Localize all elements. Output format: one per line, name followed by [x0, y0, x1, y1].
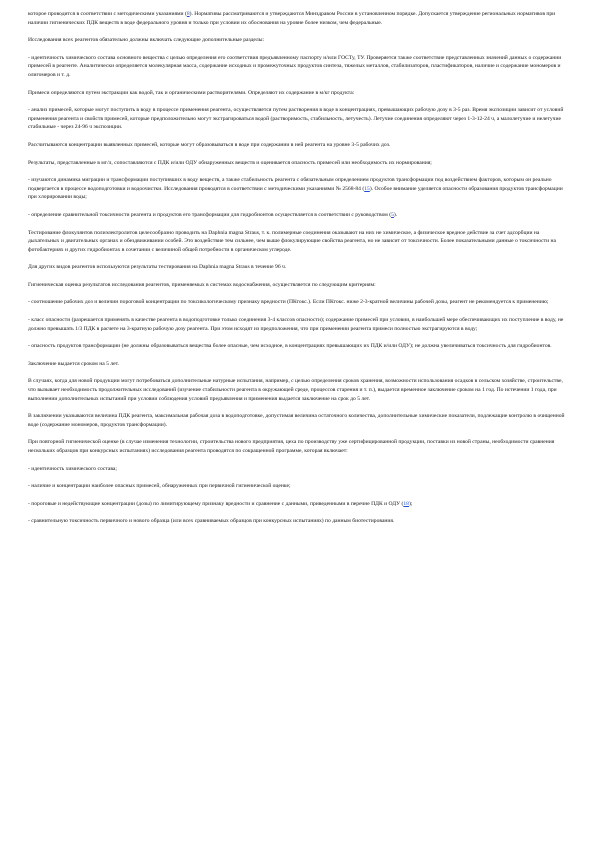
paragraph: [28, 281, 568, 290]
paragraph-text: В случаях, когда для новой продукции могут потребоваться дополнительные натурные испытания, например, с целью определения сроков хранения, возможности использования осадков в сельском хозяйстве, строительстве, что вызывает необходимость продолжительных исследований (изучение стабильности реагента в окружающей среде, процессов старения и т. п.), выдается временное заключение сроком на 1 год. По истечении 1 года, при выполнении дополнительных испытаний при условии соблюдения условий предъявления и применения выдается заключение на срок до 5 лет.: [28, 378, 563, 402]
paragraph-text: В заключении указываются величина ПДК реагента, максимальная рабочая доза в водоподготовке, допустимая величина остаточного количества, дополнительные химические показатели, подлежащие контролю в очищенной воде (содержание мономеров, продуктов трансформации).: [28, 413, 565, 428]
paragraph: [28, 438, 568, 455]
paragraph-text: - идентичность химического состава основного вещества с целью определения его соответствия предъявленному паспорту и/или ГОСТу, ТУ. Проверяется также соответствие представленных значений данных о содержании примесей в реагенте. Аналитически определяется молекулярная масса, содержание исходных и промежуточных продуктов синтеза, тяжелых металлов, стабилизаторов, пластификаторов, наличие и содержание мономеров и олигомеров и т. д.: [28, 54, 562, 78]
paragraph-text: - определение сравнительной токсичности реагента и продуктов его трансформации для гидробионтов осуществляется в соответствии с руководством (: [28, 211, 392, 218]
paragraph-text: Заключение выдается сроком на 5 лет.: [28, 360, 120, 367]
paragraph: [28, 159, 568, 168]
paragraph-text: - наличие и концентрации наиболее опасных примесей, обнаруженных при первичной гигиенической оценке;: [28, 483, 291, 490]
paragraph-text: Рассчитываются концентрации выявленных примесей, которые могут образовываться в воде при содержании в ней реагента на уровне 3-5 рабочих доз.: [28, 141, 391, 148]
paragraph: [28, 54, 568, 80]
paragraph-text: Результаты, представленные в мг/л, сопоставляются с ПДК и/или ОДУ обнаруженных веществ и оценивается опасность примесей или необходимость их нормирования;: [28, 159, 432, 166]
paragraph-text: ). Особое внимание уделяется опасности образования продуктов трансформации при хлорировании воды;: [28, 185, 563, 201]
paragraph-text: При повторной гигиенической оценке (в случае изменения технологии, строительства нового предприятия, цеха по производству уже сертифицированной продукции, поставки из новой страны, необходимости сравнения нескольких образцов при конкурсных испытаниях) исследования реагента проводятся по сокращенной программе, которая включает:: [28, 439, 555, 454]
paragraph-text: - пороговые и недействующие концентрации (дозы) по лимитирующему признаку вредности и сравнение с данными, приведенными в перечне ПДК и ОДУ (: [28, 500, 404, 507]
paragraph-text: - соотношение рабочих доз и величин пороговой концентрации по токсикологическому признаку вредности (ПКтокс.). Если ПКтокс. ниже 2-3-кратной величины рабочей дозы, реагент не рекомендуется к применению;: [28, 299, 549, 306]
paragraph: [28, 500, 568, 509]
paragraph: [28, 482, 568, 491]
paragraph: [28, 316, 568, 333]
paragraph: [28, 176, 568, 202]
paragraph-text: Тестирование флокулянтов полиэлектролитов целесообразно проводить на Daphnia magna Straus, т. к. полимерные соединения оказывают на них не химическое, а физическое вредное действие за счет адсорбции на дыхательных и двигательных органах и обездвиживании особей. Это воздействие тем сильнее, чем выше флокулирующие свойства реагента, но не зависит от токсичности. Более показательными данные о токсичности на фотобактериях и других гидробионтах в сочетании с величиной общей потребности в органическом углероде.: [28, 229, 556, 253]
paragraph: [28, 106, 568, 132]
paragraph: [28, 10, 568, 27]
paragraph-text: ). Нормативы рассматриваются и утверждаются Минздравом России в установленном порядке. Допускается утверждение региональных нормативов при наличии гигиенических ПДК веществ в воде федерального уровня и только при условии их обоснования на уровне более низком, чем федеральные.: [28, 11, 556, 26]
paragraph-text: Примеси определяются путем экстракции как водой, так и органическими растворителями. Определяют их содержание в м/кг продукта:: [28, 89, 355, 96]
paragraph: [28, 517, 568, 526]
paragraph-text: );: [408, 500, 413, 507]
paragraph-text: - анализ примесей, которые могут поступить в воду в процессе применения реагента, осуществляется путем растворения в воде в концентрациях, превышающих рабочую дозу в 3-5 раз. Время экспозиции зависит от условий применения реагента и свойств примесей, которые предположительно могут экстрагироваться водой (растворимость, стабильность, летучесть). Летучие соединения определяют через 1-3-12-24 ч, а малолетучие и нелетучие стабильные - через 24-96 ч экспозиции.: [28, 107, 564, 131]
reference-link[interactable]: 8: [186, 11, 190, 17]
paragraph-text: - сравнительную токсичность первичного и нового образца (или всех сравниваемых образцов при конкурсных испытаниях) по данным биотестирования.: [28, 518, 395, 525]
paragraph: [28, 298, 568, 307]
paragraph: [28, 360, 568, 369]
paragraph-text: которое проводится в соответствии с методическими указаниями (: [28, 11, 187, 17]
paragraph-text: - изучаются динамика миграции и трансформации поступивших в воду веществ, а также стабильность реагента с обязательным определением продуктов трансформации под воздействием факторов, которым он реально подвергается в процессе водоподготовки и водоочистки. Исследования проводятся в соответствии с методическими указаниями № 2568-84 (: [28, 177, 552, 192]
paragraph-text: ).: [393, 211, 398, 218]
paragraph-text: Для других видов реагентов используются результаты тестирования на Daphnia magna Straus в течение 96 ч.: [28, 264, 287, 271]
paragraph: [28, 211, 568, 220]
paragraph: [28, 89, 568, 98]
paragraph-text: - идентичность химического состава;: [28, 465, 117, 472]
paragraph: [28, 263, 568, 272]
paragraph: [28, 377, 568, 403]
paragraph-text: Исследования всех реагентов обязательно должны включать следующие дополнительные разделы:: [28, 37, 265, 44]
paragraph-text: Гигиеническая оценка результатов исследования реагентов, применяемых в системах водоснабжения, осуществляется по следующим критериям:: [28, 281, 376, 288]
paragraph: [28, 412, 568, 429]
reference-link[interactable]: 18: [403, 500, 409, 507]
document-page: [28, 10, 568, 535]
paragraph: [28, 229, 568, 255]
paragraph: [28, 465, 568, 474]
reference-link[interactable]: 5: [391, 211, 394, 218]
paragraph: [28, 36, 568, 45]
paragraph: [28, 141, 568, 150]
paragraph: [28, 342, 568, 351]
reference-link[interactable]: 15: [364, 185, 370, 192]
paragraph-text: - класс опасности (разрешается применять в качестве реагента в водоподготовке только соединения 3-4 классов опасности); содержание примесей при условии, в наибольшей мере обеспечивающих их поступление в воду, не должно превышать 1/3 ПДК в расчете на 3-кратную рабочую дозу реагента. При этом исходят из предположения, что при применении реагента примеси полностью экстрагируются в воду;: [28, 317, 564, 332]
paragraph-text: - опасность продуктов трансформации (не должны образовываться вещества более опасные, чем исходное, в концентрациях превышающих их ПДК и/или ОДУ); не должна увеличиваться токсичность для гидробионтов.: [28, 343, 552, 350]
